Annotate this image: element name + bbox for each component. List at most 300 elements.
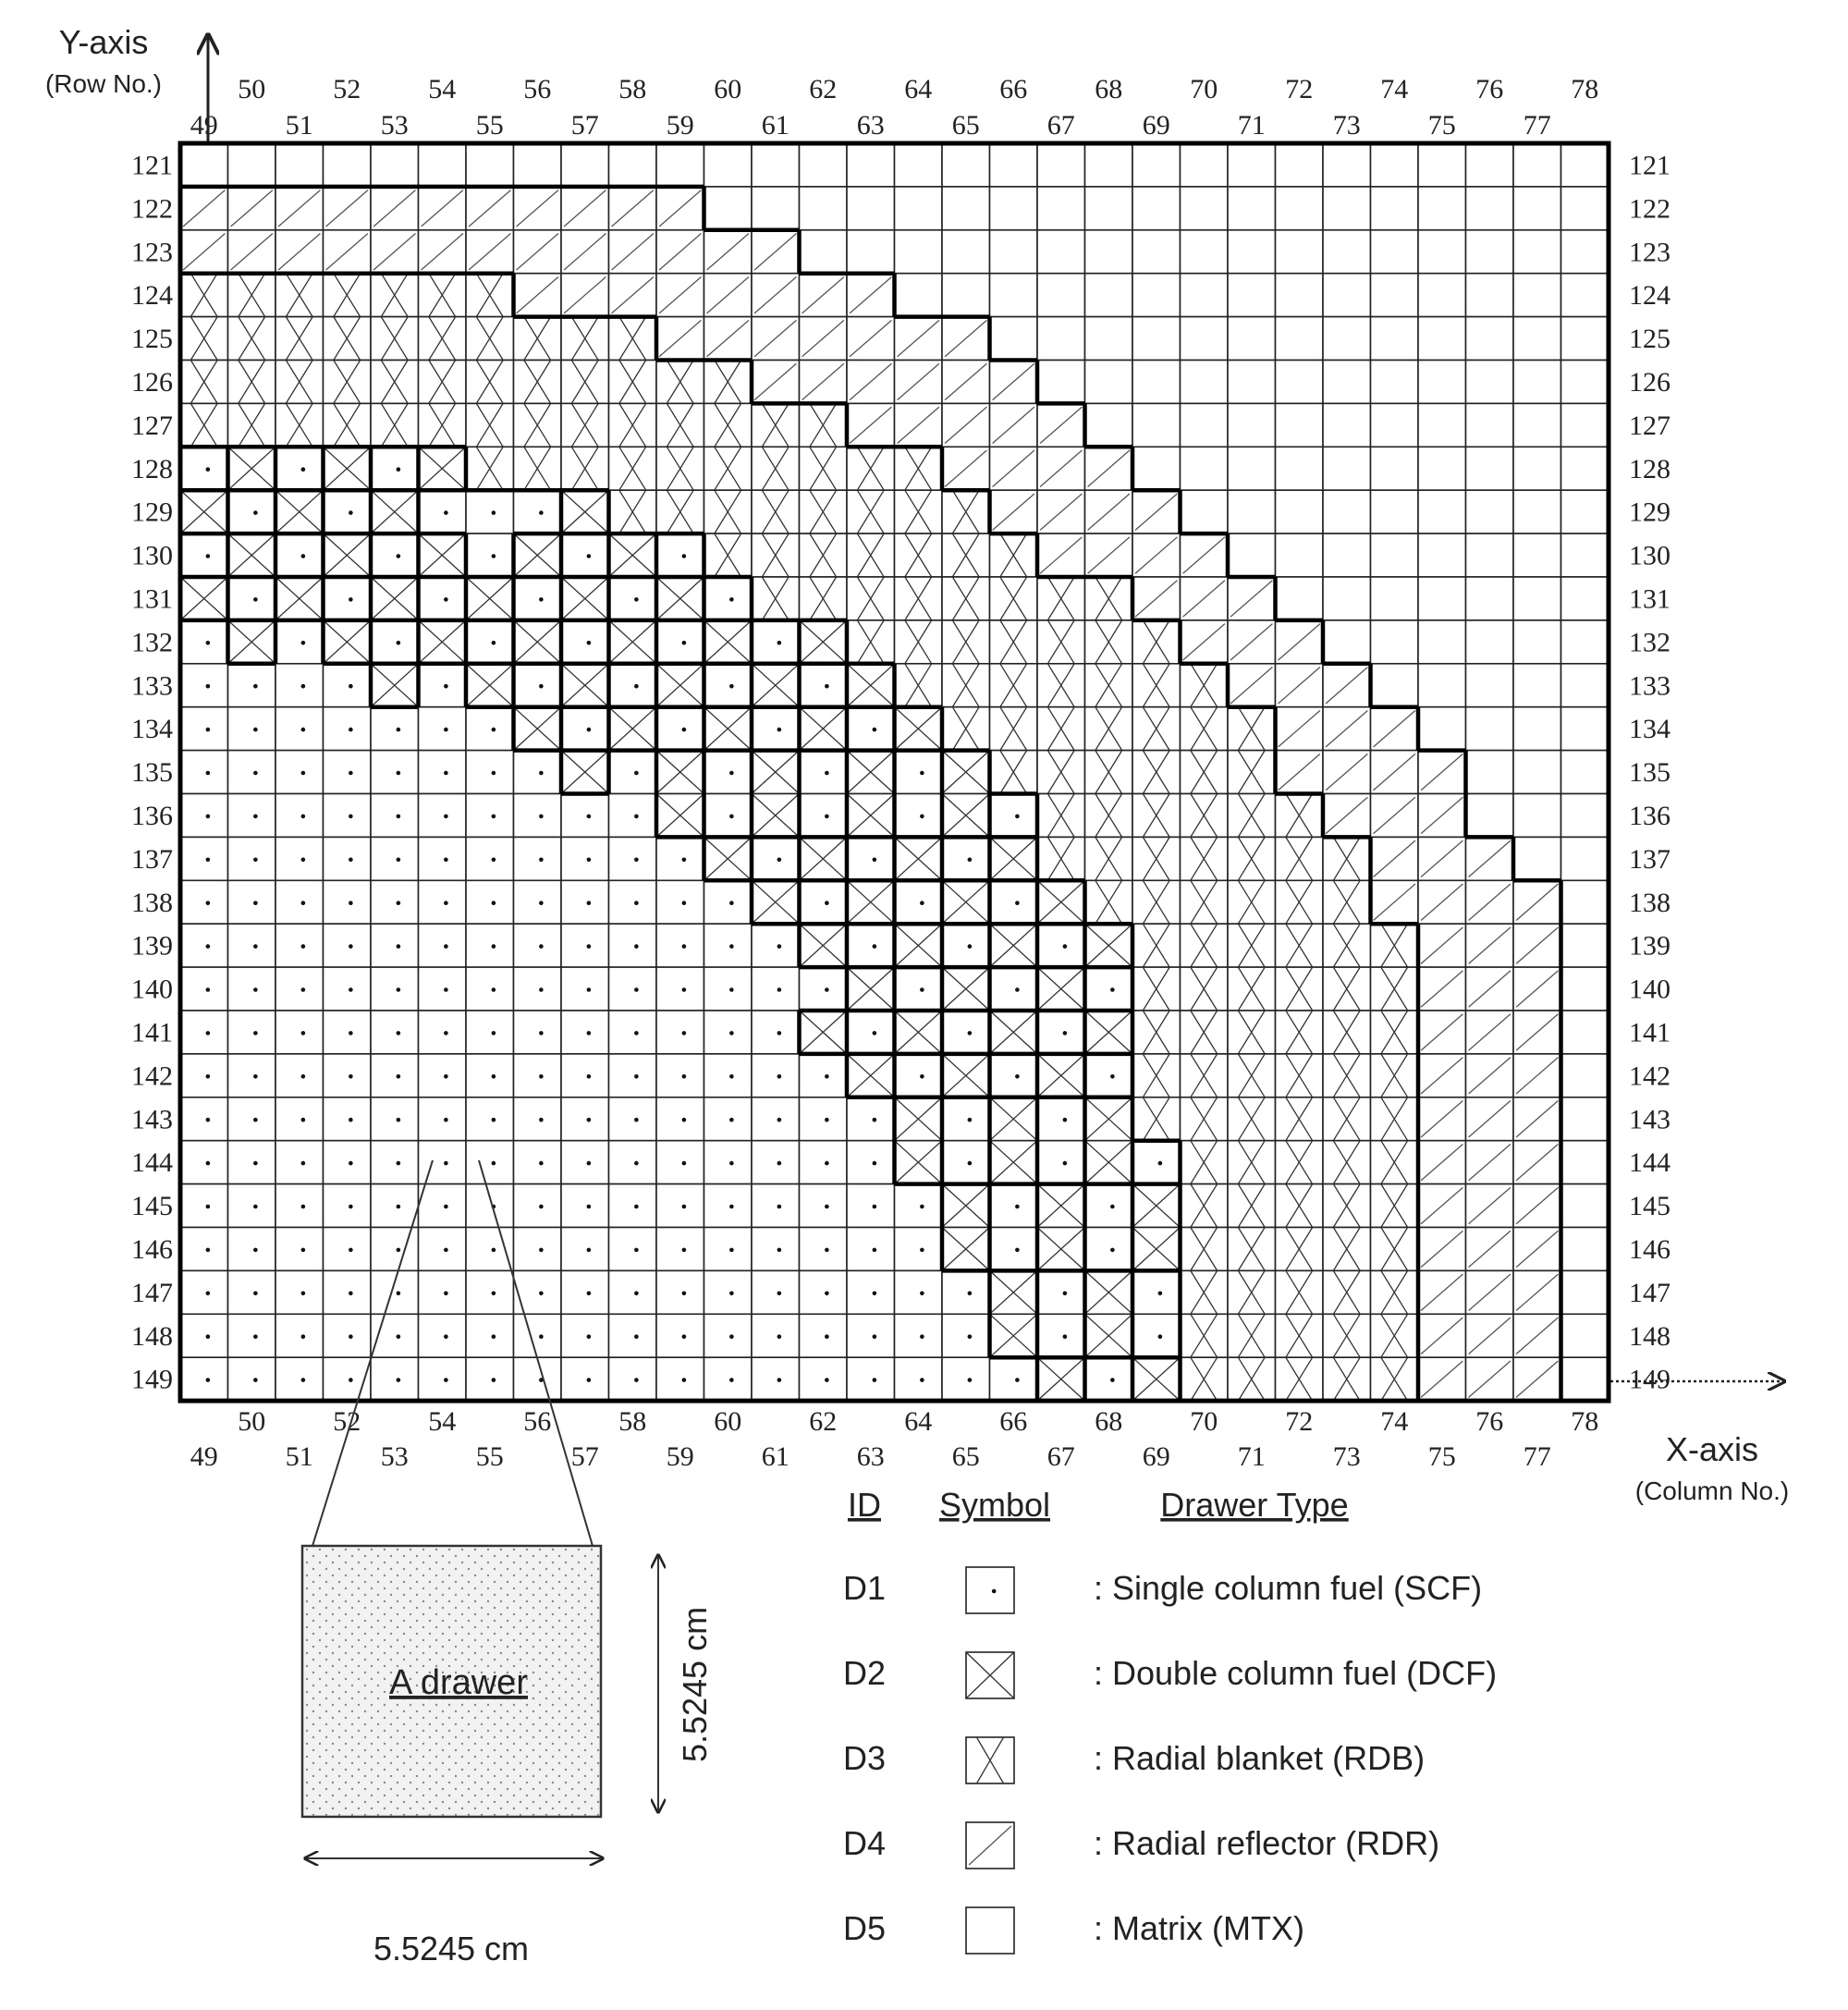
row-label-right-138: 138 (1629, 887, 1671, 918)
drawer-cell-122-75 (1418, 187, 1466, 230)
drawer-cell-144-59 (656, 1141, 704, 1184)
drawer-cell-141-59 (656, 1011, 704, 1054)
row-label-left-140: 140 (131, 974, 173, 1005)
drawer-cell-139-68 (1085, 924, 1133, 967)
column-label-top-65: 65 (951, 110, 980, 141)
row-label-right-144: 144 (1629, 1147, 1671, 1179)
drawer-cell-134-63 (847, 707, 895, 751)
drawer-cell-132-53 (371, 620, 419, 664)
drawer-cell-138-74 (1371, 880, 1419, 924)
drawer-cell-142-67 (1037, 1054, 1085, 1097)
drawer-cell-121-51 (275, 143, 324, 187)
column-label-bottom-52: 52 (333, 1406, 361, 1437)
drawer-cell-142-52 (324, 1054, 372, 1097)
drawer-cell-142-51 (275, 1054, 324, 1097)
drawer-cell-121-54 (419, 143, 467, 187)
drawer-cell-121-76 (1466, 143, 1514, 187)
drawer-cell-146-59 (656, 1228, 704, 1271)
drawer-cell-143-75 (1418, 1097, 1466, 1141)
drawer-cell-130-62 (800, 533, 848, 577)
drawer-cell-139-69 (1132, 924, 1181, 967)
drawer-cell-122-62 (800, 187, 848, 230)
drawer-cell-123-67 (1037, 230, 1085, 274)
drawer-cell-126-70 (1181, 361, 1229, 404)
drawer-cell-132-51 (275, 620, 324, 664)
drawer-cell-148-72 (1276, 1314, 1324, 1357)
drawer-cell-136-62 (800, 794, 848, 838)
drawer-cell-136-57 (561, 794, 609, 838)
drawer-cell-149-70 (1181, 1357, 1229, 1401)
drawer-cell-140-56 (514, 967, 562, 1011)
row-label-left-127: 127 (131, 410, 173, 441)
drawer-cell-139-70 (1181, 924, 1229, 967)
column-label-bottom-57: 57 (570, 1441, 599, 1472)
drawer-cell-124-76 (1466, 274, 1514, 317)
drawer-cell-130-69 (1132, 533, 1181, 577)
drawer-cell-140-74 (1371, 967, 1419, 1011)
drawer-cell-138-57 (561, 880, 609, 924)
drawer-cell-142-64 (895, 1054, 943, 1097)
drawer-cell-146-65 (942, 1228, 990, 1271)
drawer-cell-146-74 (1371, 1228, 1419, 1271)
drawer-cell-131-62 (800, 577, 848, 620)
drawer-cell-149-71 (1228, 1357, 1276, 1401)
drawer-cell-148-76 (1466, 1314, 1514, 1357)
x-cross-icon (966, 1652, 1014, 1698)
drawer-cell-143-50 (228, 1097, 276, 1141)
drawer-cell-136-50 (228, 794, 276, 838)
drawer-cell-131-63 (847, 577, 895, 620)
drawer-cell-123-63 (847, 230, 895, 274)
drawer-cell-122-51 (275, 187, 324, 230)
drawer-cell-143-56 (514, 1097, 562, 1141)
column-label-bottom-68: 68 (1095, 1406, 1123, 1437)
drawer-cell-124-57 (561, 274, 609, 317)
drawer-cell-144-66 (990, 1141, 1038, 1184)
column-label-top-53: 53 (380, 110, 409, 141)
drawer-cell-135-61 (752, 751, 800, 794)
drawer-cell-132-49 (180, 620, 228, 664)
legend-header-type: Drawer Type (1160, 1486, 1349, 1524)
drawer-cell-121-65 (942, 143, 990, 187)
drawer-cell-144-52 (324, 1141, 372, 1184)
drawer-cell-147-60 (704, 1270, 753, 1314)
drawer-cell-145-54 (419, 1184, 467, 1228)
drawer-cell-131-54 (419, 577, 467, 620)
drawer-cell-144-78 (1561, 1141, 1609, 1184)
drawer-cell-146-52 (324, 1228, 372, 1271)
column-label-bottom-56: 56 (523, 1406, 552, 1437)
drawer-cell-135-70 (1181, 751, 1229, 794)
drawer-cell-139-78 (1561, 924, 1609, 967)
drawer-cell-148-65 (942, 1314, 990, 1357)
drawer-cell-138-58 (609, 880, 657, 924)
drawer-cell-129-49 (180, 490, 228, 533)
row-label-left-130: 130 (131, 540, 173, 571)
drawer-cell-144-58 (609, 1141, 657, 1184)
row-label-left-141: 141 (131, 1017, 173, 1048)
drawer-cell-133-78 (1561, 664, 1609, 707)
drawer-cell-137-55 (466, 837, 514, 880)
drawer-cell-148-64 (895, 1314, 943, 1357)
drawer-cell-122-56 (514, 187, 562, 230)
drawer-cell-136-56 (514, 794, 562, 838)
drawer-cell-127-63 (847, 403, 895, 447)
drawer-cell-143-67 (1037, 1097, 1085, 1141)
drawer-cell-136-58 (609, 794, 657, 838)
drawer-cell-143-70 (1181, 1097, 1229, 1141)
drawer-cell-141-69 (1132, 1011, 1181, 1054)
drawer-cell-135-75 (1418, 751, 1466, 794)
drawer-cell-131-66 (990, 577, 1038, 620)
drawer-cell-142-68 (1085, 1054, 1133, 1097)
drawer-cell-127-65 (942, 403, 990, 447)
drawer-cell-129-78 (1561, 490, 1609, 533)
column-label-bottom-64: 64 (904, 1406, 933, 1437)
drawer-cell-139-52 (324, 924, 372, 967)
drawer-cell-134-71 (1228, 707, 1276, 751)
drawer-cell-130-53 (371, 533, 419, 577)
drawer-cell-149-50 (228, 1357, 276, 1401)
drawer-cell-148-69 (1132, 1314, 1181, 1357)
drawer-cell-142-78 (1561, 1054, 1609, 1097)
column-label-top-75: 75 (1427, 110, 1456, 141)
drawer-cell-134-60 (704, 707, 753, 751)
drawer-cell-131-76 (1466, 577, 1514, 620)
row-label-right-121: 121 (1629, 150, 1671, 181)
drawer-cell-131-74 (1371, 577, 1419, 620)
drawer-cell-143-58 (609, 1097, 657, 1141)
drawer-cell-127-67 (1037, 403, 1085, 447)
drawer-cell-121-52 (324, 143, 372, 187)
drawer-cell-133-53 (371, 664, 419, 707)
drawer-cell-122-68 (1085, 187, 1133, 230)
drawer-cell-132-75 (1418, 620, 1466, 664)
drawer-cell-137-52 (324, 837, 372, 880)
drawer-cell-133-77 (1513, 664, 1561, 707)
drawer-cell-137-71 (1228, 837, 1276, 880)
drawer-cell-132-68 (1085, 620, 1133, 664)
drawer-cell-137-77 (1513, 837, 1561, 880)
drawer-cell-137-62 (800, 837, 848, 880)
column-label-bottom-55: 55 (475, 1441, 504, 1472)
drawer-cell-124-49 (180, 274, 228, 317)
drawer-cell-124-50 (228, 274, 276, 317)
drawer-cell-122-76 (1466, 187, 1514, 230)
row-label-right-135: 135 (1629, 757, 1671, 789)
drawer-cell-135-64 (895, 751, 943, 794)
drawer-cell-124-52 (324, 274, 372, 317)
drawer-cell-145-68 (1085, 1184, 1133, 1228)
row-label-right-137: 137 (1629, 843, 1671, 875)
legend-type-d4: : Radial reflector (RDR) (1094, 1824, 1440, 1862)
drawer-cell-138-69 (1132, 880, 1181, 924)
drawer-cell-140-49 (180, 967, 228, 1011)
drawer-cell-137-66 (990, 837, 1038, 880)
column-label-top-61: 61 (761, 110, 789, 141)
drawer-cell-141-60 (704, 1011, 753, 1054)
drawer-cell-145-75 (1418, 1184, 1466, 1228)
drawer-cell-143-55 (466, 1097, 514, 1141)
drawer-cell-139-64 (895, 924, 943, 967)
drawer-cell-137-58 (609, 837, 657, 880)
drawer-cell-139-54 (419, 924, 467, 967)
drawer-cell-144-56 (514, 1141, 562, 1184)
drawer-cell-133-64 (895, 664, 943, 707)
legend-id-d2: D2 (842, 1654, 887, 1692)
drawer-cell-140-65 (942, 967, 990, 1011)
drawer-cell-149-76 (1466, 1357, 1514, 1401)
column-label-top-66: 66 (999, 74, 1028, 104)
drawer-cell-124-53 (371, 274, 419, 317)
drawer-cell-145-64 (895, 1184, 943, 1228)
drawer-cell-140-68 (1085, 967, 1133, 1011)
drawer-cell-121-57 (561, 143, 609, 187)
legend-type-d2: : Double column fuel (DCF) (1094, 1654, 1498, 1692)
drawer-cell-146-64 (895, 1228, 943, 1271)
drawer-cell-127-60 (704, 403, 753, 447)
drawer-cell-141-77 (1513, 1011, 1561, 1054)
row-label-left-133: 133 (131, 670, 173, 702)
drawer-cell-135-77 (1513, 751, 1561, 794)
drawer-cell-135-51 (275, 751, 324, 794)
drawer-cell-139-51 (275, 924, 324, 967)
drawer-cell-134-62 (800, 707, 848, 751)
legend-type-d3: : Radial blanket (RDB) (1094, 1739, 1426, 1777)
drawer-cell-142-54 (419, 1054, 467, 1097)
row-label-left-126: 126 (131, 366, 173, 398)
drawer-cell-133-66 (990, 664, 1038, 707)
drawer-cell-139-56 (514, 924, 562, 967)
drawer-cell-132-72 (1276, 620, 1324, 664)
drawer-label: A drawer (389, 1663, 528, 1702)
row-label-right-130: 130 (1629, 540, 1671, 571)
drawer-cell-124-56 (514, 274, 562, 317)
drawer-cell-134-56 (514, 707, 562, 751)
drawer-cell-138-63 (847, 880, 895, 924)
drawer-cell-129-56 (514, 490, 562, 533)
column-label-bottom-62: 62 (809, 1406, 838, 1437)
drawer-cell-139-71 (1228, 924, 1276, 967)
drawer-cell-144-62 (800, 1141, 848, 1184)
drawer-cell-140-58 (609, 967, 657, 1011)
drawer-cell-125-73 (1323, 317, 1371, 361)
drawer-cell-141-71 (1228, 1011, 1276, 1054)
drawer-cell-142-72 (1276, 1054, 1324, 1097)
drawer-cell-122-57 (561, 187, 609, 230)
drawer-cell-121-70 (1181, 143, 1229, 187)
drawer-cell-148-66 (990, 1314, 1038, 1357)
drawer-cell-122-61 (752, 187, 800, 230)
drawer-cell-140-67 (1037, 967, 1085, 1011)
column-label-top-64: 64 (904, 74, 933, 104)
drawer-cell-134-76 (1466, 707, 1514, 751)
drawer-cell-146-63 (847, 1228, 895, 1271)
drawer-cell-137-49 (180, 837, 228, 880)
row-label-left-121: 121 (131, 150, 173, 181)
drawer-cell-147-49 (180, 1270, 228, 1314)
drawer-cell-134-54 (419, 707, 467, 751)
drawer-cell-144-75 (1418, 1141, 1466, 1184)
drawer-cell-137-53 (371, 837, 419, 880)
drawer-cell-149-72 (1276, 1357, 1324, 1401)
drawer-cell-141-70 (1181, 1011, 1229, 1054)
drawer-cell-132-54 (419, 620, 467, 664)
drawer-cell-149-49 (180, 1357, 228, 1401)
drawer-cell-147-51 (275, 1270, 324, 1314)
drawer-cell-130-66 (990, 533, 1038, 577)
drawer-cell-138-67 (1037, 880, 1085, 924)
drawer-cell-128-76 (1466, 447, 1514, 490)
drawer-cell-125-72 (1276, 317, 1324, 361)
drawer-cell-139-63 (847, 924, 895, 967)
drawer-cell-144-61 (752, 1141, 800, 1184)
drawer-cell-137-61 (752, 837, 800, 880)
drawer-cell-126-62 (800, 361, 848, 404)
drawer-cell-124-51 (275, 274, 324, 317)
column-label-top-57: 57 (570, 110, 599, 141)
drawer-cell-122-52 (324, 187, 372, 230)
drawer-cell-134-66 (990, 707, 1038, 751)
drawer-cell-134-57 (561, 707, 609, 751)
drawer-cell-126-71 (1228, 361, 1276, 404)
column-label-bottom-58: 58 (618, 1406, 647, 1437)
drawer-cell-139-73 (1323, 924, 1371, 967)
drawer-cell-121-56 (514, 143, 562, 187)
drawer-cell-133-61 (752, 664, 800, 707)
drawer-cell-121-61 (752, 143, 800, 187)
drawer-cell-138-70 (1181, 880, 1229, 924)
drawer-cell-146-51 (275, 1228, 324, 1271)
drawer-cell-144-53 (371, 1141, 419, 1184)
drawer-cell-124-67 (1037, 274, 1085, 317)
drawer-cell-121-74 (1371, 143, 1419, 187)
drawer-cell-145-63 (847, 1184, 895, 1228)
drawer-cell-139-75 (1418, 924, 1466, 967)
drawer-cell-140-69 (1132, 967, 1181, 1011)
drawer-cell-142-71 (1228, 1054, 1276, 1097)
drawer-cell-129-52 (324, 490, 372, 533)
drawer-cell-140-64 (895, 967, 943, 1011)
row-label-right-141: 141 (1629, 1017, 1671, 1048)
drawer-cell-141-49 (180, 1011, 228, 1054)
drawer-cell-127-51 (275, 403, 324, 447)
column-label-bottom-70: 70 (1190, 1406, 1218, 1437)
row-label-right-145: 145 (1629, 1191, 1671, 1222)
drawer-cell-126-74 (1371, 361, 1419, 404)
x-axis-label: X-axis (1665, 1430, 1759, 1468)
drawer-cell-133-55 (466, 664, 514, 707)
drawer-cell-139-59 (656, 924, 704, 967)
drawer-cell-123-51 (275, 230, 324, 274)
drawer-cell-128-51 (275, 447, 324, 490)
drawer-cell-143-74 (1371, 1097, 1419, 1141)
drawer-cell-137-75 (1418, 837, 1466, 880)
drawer-cell-122-74 (1371, 187, 1419, 230)
drawer-cell-127-71 (1228, 403, 1276, 447)
drawer-cell-136-76 (1466, 794, 1514, 838)
drawer-cell-132-58 (609, 620, 657, 664)
column-label-bottom-66: 66 (999, 1406, 1028, 1437)
drawer-cell-141-63 (847, 1011, 895, 1054)
drawer-cell-145-65 (942, 1184, 990, 1228)
drawer-cell-126-75 (1418, 361, 1466, 404)
drawer-cell-128-65 (942, 447, 990, 490)
drawer-cell-144-73 (1323, 1141, 1371, 1184)
drawer-cell-145-70 (1181, 1184, 1229, 1228)
drawer-cell-147-54 (419, 1270, 467, 1314)
drawer-cell-133-71 (1228, 664, 1276, 707)
drawer-cell-138-56 (514, 880, 562, 924)
column-label-top-74: 74 (1380, 74, 1409, 104)
row-label-right-147: 147 (1629, 1277, 1671, 1308)
drawer-cell-123-72 (1276, 230, 1324, 274)
drawer-cell-122-70 (1181, 187, 1229, 230)
drawer-cell-147-58 (609, 1270, 657, 1314)
drawer-cell-131-71 (1228, 577, 1276, 620)
drawer-cell-137-72 (1276, 837, 1324, 880)
column-label-top-69: 69 (1142, 110, 1170, 141)
drawer-cell-132-60 (704, 620, 753, 664)
drawer-cell-128-60 (704, 447, 753, 490)
drawer-cell-141-64 (895, 1011, 943, 1054)
drawer-cell-147-71 (1228, 1270, 1276, 1314)
drawer-cell-135-78 (1561, 751, 1609, 794)
drawer-cell-137-70 (1181, 837, 1229, 880)
drawer-cell-126-55 (466, 361, 514, 404)
drawer-cell-125-49 (180, 317, 228, 361)
drawer-cell-144-55 (466, 1141, 514, 1184)
drawer-cell-147-72 (1276, 1270, 1324, 1314)
drawer-cell-141-73 (1323, 1011, 1371, 1054)
drawer-cell-147-53 (371, 1270, 419, 1314)
drawer-cell-133-60 (704, 664, 753, 707)
drawer-cell-123-64 (895, 230, 943, 274)
drawer-cell-130-58 (609, 533, 657, 577)
drawer-cell-149-56 (514, 1357, 562, 1401)
row-label-right-133: 133 (1629, 670, 1671, 702)
drawer-cell-136-54 (419, 794, 467, 838)
drawer-cell-126-57 (561, 361, 609, 404)
drawer-cell-135-57 (561, 751, 609, 794)
drawer-cell-142-59 (656, 1054, 704, 1097)
drawer-cell-147-78 (1561, 1270, 1609, 1314)
drawer-cell-138-59 (656, 880, 704, 924)
drawer-cell-127-61 (752, 403, 800, 447)
drawer-cell-149-59 (656, 1357, 704, 1401)
drawer-cell-149-57 (561, 1357, 609, 1401)
drawer-cell-145-67 (1037, 1184, 1085, 1228)
drawer-cell-122-59 (656, 187, 704, 230)
drawer-cell-124-73 (1323, 274, 1371, 317)
drawer-cell-136-61 (752, 794, 800, 838)
row-label-left-148: 148 (131, 1320, 173, 1352)
drawer-cell-147-56 (514, 1270, 562, 1314)
row-label-left-125: 125 (131, 324, 173, 355)
drawer-cell-124-61 (752, 274, 800, 317)
drawer-cell-147-52 (324, 1270, 372, 1314)
drawer-cell-147-65 (942, 1270, 990, 1314)
drawer-cell-125-65 (942, 317, 990, 361)
drawer-cell-136-59 (656, 794, 704, 838)
row-label-right-139: 139 (1629, 930, 1671, 962)
drawer-cell-144-63 (847, 1141, 895, 1184)
drawer-cell-147-62 (800, 1270, 848, 1314)
drawer-cell-140-72 (1276, 967, 1324, 1011)
drawer-cell-148-67 (1037, 1314, 1085, 1357)
drawer-cell-142-77 (1513, 1054, 1561, 1097)
drawer-cell-129-50 (228, 490, 276, 533)
